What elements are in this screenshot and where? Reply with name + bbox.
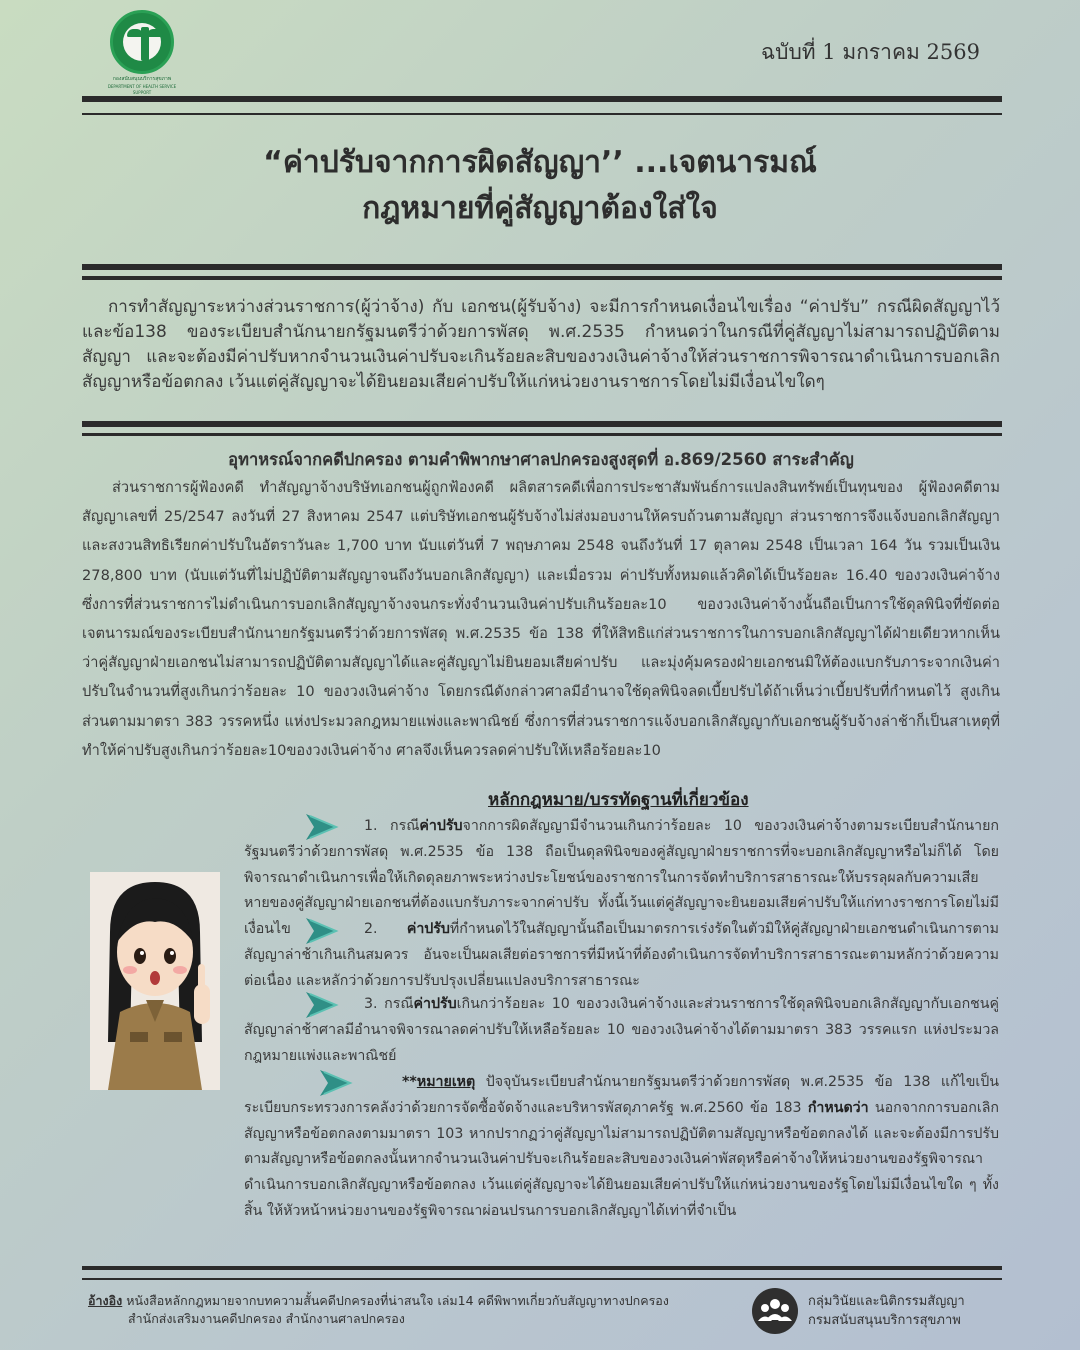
case-body: ส่วนราชการผู้ฟ้องคดี ทำสัญญาจ้างบริษัทเอกชนผู้ถูกฟ้องคดี ผลิตสารคดีเพื่อการประชาสัมพันธ์การแปลงสินทรัพย์เป็นทุนของ ผู้ฟ้องคดีตามสัญญาเลขที่ 25/2547 ลงวันที่ 27 สิงหาคม 2547 แต่บริษัทเอกชนผู้รับจ้างไม่ส่งมอบงานให้ครบถ้วนตามสัญญา ส่วนราชการจึงแจ้งบอกเลิกสัญญาและสงวนสิทธิเรียกค่าปรับในอัตราวันละ 1,700 บาท นับแต่วันที่ 7 พฤษภาคม 2548 จนถึงวันที่ 17 ตุลาคม 2548 เป็นเวลา 164 วัน รวมเป็นเงิน 278,800 บาท (นับแต่วันที่ไม่ปฏิบัติตามสัญญาจนถึงวันบอกเลิกสัญญา) และเมื่อรวม ค่าปรับทั้งหมดแล้วคิดได้เป็นร้อยละ 16.40 ของวงเงินค่าจ้าง ซึ่งการที่ส่วนราชการไม่ดำเนินการบอกเลิกสัญญาจ้างจนกระทั่งจำนวนเงินค่าปรับเกินร้อยละ10 ของวงเงินค่าจ้างนั้นถือเป็นการใช้ดุลพินิจที่ขัดต่อเจตนารมณ์ของระเบียบสำนักนายกรัฐมนตรีว่าด้วยการพัสดุ พ.ศ.2535 ข้อ 138 ที่ให้สิทธิแก่ส่วนราชการในการบอกเลิกสัญญาได้ฝ่ายเดียวหากเห็นว่าคู่สัญญาฝ่ายเอกชนไม่สามารถปฏิบัติตามสัญญาได้และคู่สัญญาไม่ยินยอมเสียค่าปรับ และมุ่งคุ้มครองฝ่ายเอกชนมิให้ต้องแบกรับภาระจากเงินค่าปรับในจำนวนที่สูงเกินกว่าร้อยละ 10 ของวงเงินค่าจ้าง โดยกรณีดังกล่าวศาลมีอำนาจใช้ดุลพินิจลดเบี้ยปรับได้ถ้าเห็นว่าเบี้ยปรับที่กำหนดไว้ สูงเกินส่วนตามมาตรา 383 วรรคหนึ่ง แห่งประมวลกฎหมายแพ่งและพาณิชย์ ซึ่งการที่ส่วนราชการแจ้งบอกเลิกสัญญากับเอกชนผู้รับจ้างล่าช้าก็เป็นสาเหตุที่ทำให้ค่าปรับสูงเกินกว่าร้อยละ10ของวงเงินค่าจ้าง ศาลจึงเห็นควรลดค่าปรับให้เหลือร้อยละ10 [82, 479, 1000, 759]
logo-caption-en: DEPARTMENT OF HEALTH SERVICE SUPPORT [107, 84, 177, 95]
law-heading: หลักกฎหมาย/บรรทัดฐานที่เกี่ยวข้อง [488, 790, 749, 810]
department-credit: กลุ่มวินัยและนิติกรรมสัญญา กรมสนับสนุนบริการสุขภาพ [808, 1294, 965, 1328]
divider [82, 264, 1002, 270]
case-heading: อุทาหรณ์จากคดีปกครอง ตามคำพิพากษาศาลปกครองสูงสุดที่ อ.869/2560 สาระสำคัญ [228, 450, 854, 469]
law-note: **หมายเหตุ ปัจจุบันระเบียบสำนักนายกรัฐมนตรีว่าด้วยการพัสดุ พ.ศ.2535 ข้อ 138 แก้ไขเป็น ระเบียบกระทรวงการคลังว่าด้วยการจัดซื้อจัดจ้างและบริหารพัสดุภาครัฐ พ.ศ.2560 ข้อ 183 กำหนดว่า นอกจากการบอกเลิกสัญญาหรือข้อตกลงตามมาตรา 103 หากปรากฏว่าคู่สัญญาไม่สามารถปฏิบัติตามสัญญาหรือข้อตกลงได้ และจะต้องมีการปรับตามสัญญาหรือข้อตกลงนั้นหากจำนวนเงินค่าปรับจะเกินร้อยละสิบของวงเงินค่าพัสดุหรือค่าจ้างให้หน่วยงานของรัฐพิจารณาดำเนินการบอกเลิกสัญญาหรือข้อตกลง เว้นแต่คู่สัญญาจะได้ยินยอมเสียค่าปรับให้แก่หน่วยงานของรัฐโดยไม่มีเงื่อนไขใด ๆ ทั้งสิ้น ให้หัวหน้าหน่วยงานของรัฐพิจารณาผ่อนปรนการบอกเลิกสัญญาได้เท่าที่จำเป็น [244, 1074, 999, 1219]
law-item-1: 1. กรณีค่าปรับจากการผิดสัญญามีจำนวนเกินกว่าร้อยละ 10 ของวงเงินค่าจ้างตามระเบียบสำนักนายกรัฐมนตรีว่าด้วยการพัสดุ พ.ศ.2535 ข้อ 138 ถือเป็นดุลพินิจของคู่สัญญาฝ่ายราชการที่จะบอกเลิกสัญญาหรือไม่ก็ได้ โดยพิจารณาดำเนินการเพื่อให้เกิดดุลยภาพระหว่างประโยชน์ของราชการในการจัดทำบริการสาธารณะให้บรรลุผลกับความเสียหายของคู่สัญญาฝ่ายเอกชนที่ต้องแบกรับภาระจากค่าปรับ ทั้งนี้เว้นแต่คู่สัญญาจะยินยอมเสียค่าปรับให้แก่ทางราชการโดยไม่มีเงื่อนไข [244, 818, 999, 938]
law-item-3: 3. กรณีค่าปรับเกินกว่าร้อยละ 10 ของวงเงินค่าจ้างและส่วนราชการใช้ดุลพินิจบอกเลิกสัญญากับเอกชนคู่สัญญาล่าช้าศาลมีอำนาจพิจารณาลดค่าปรับให้เหลือร้อยละ 10 ของวงเงินค่าจ้างได้ตามมาตรา 383 วรรคแรก แห่งประมวลกฎหมายแพ่งและพาณิชย์ [244, 996, 999, 1064]
ministry-emblem [110, 10, 174, 74]
group-people-icon [752, 1288, 798, 1334]
divider [82, 1278, 1002, 1280]
ministry-logo [104, 10, 180, 95]
page-title [48, 140, 1032, 232]
divider [82, 276, 1002, 280]
divider [82, 113, 1002, 115]
officer-illustration [90, 872, 220, 1090]
logo-caption-th: กองสนับสนุนบริการสุขภาพ [112, 76, 172, 82]
intro-paragraph: การทำสัญญาระหว่างส่วนราชการ(ผู้ว่าจ้าง) กับ เอกชน(ผู้รับจ้าง) จะมีการกำหนดเงื่อนไขเรื่อง “ค่าปรับ” กรณีผิดสัญญาไว้ และข้อ138 ของระเบียบสำนักนายกรัฐมนตรีว่าด้วยการพัสดุ พ.ศ.2535 กำหนดว่าในกรณีที่คู่สัญญาไม่สามารถปฏิบัติตามสัญญา และจะต้องมีค่าปรับหากจำนวนเงินค่าปรับจะเกินร้อยละสิบของวงเงินค่าจ้างให้ส่วนราชการพิจารณาดำเนินการบอกเลิกสัญญาหรือข้อตกลง เว้นแต่คู่สัญญาจะได้ยินยอมเสียค่าปรับให้แก่หน่วยงานราชการโดยไม่มีเงื่อนไขใดๆ [82, 297, 1000, 392]
law-item-2: 2. ค่าปรับที่กำหนดไว้ในสัญญานั้นถือเป็นมาตรการเร่งรัดในตัวมิให้คู่สัญญาฝ่ายเอกชนดำเนินการตามสัญญาล่าช้าเกินเกินสมควร อันจะเป็นผลเสียต่อราชการที่มีหน้าที่ต้องดำเนินการจัดทำบริการสาธารณะตามหลักว่าด้วยความต่อเนื่อง และหลักว่าด้วยการปรับปรุงเปลี่ยนแปลงบริการสาธารณะ [244, 921, 999, 989]
reference: อ้างอิง หนังสือหลักกฎหมายจากบทความสั้นคดีปกครองที่น่าสนใจ เล่ม14 คดีพิพาทเกี่ยวกับสัญญาทางปกครอง สำนักส่งเสริมงานคดีปกครอง สำนักงานศาลปกครอง [88, 1293, 669, 1326]
issue-date: ฉบับที่ 1 มกราคม 2569 [760, 40, 980, 64]
divider [82, 421, 1002, 427]
divider [82, 1266, 1002, 1270]
title-line-1: “ค่าปรับจากการผิดสัญญา’’ ...เจตนารมณ์ [263, 145, 817, 180]
divider [82, 96, 1002, 102]
title-line-2: กฎหมายที่คู่สัญญาต้องใส่ใจ [362, 191, 718, 226]
divider [82, 433, 1002, 436]
